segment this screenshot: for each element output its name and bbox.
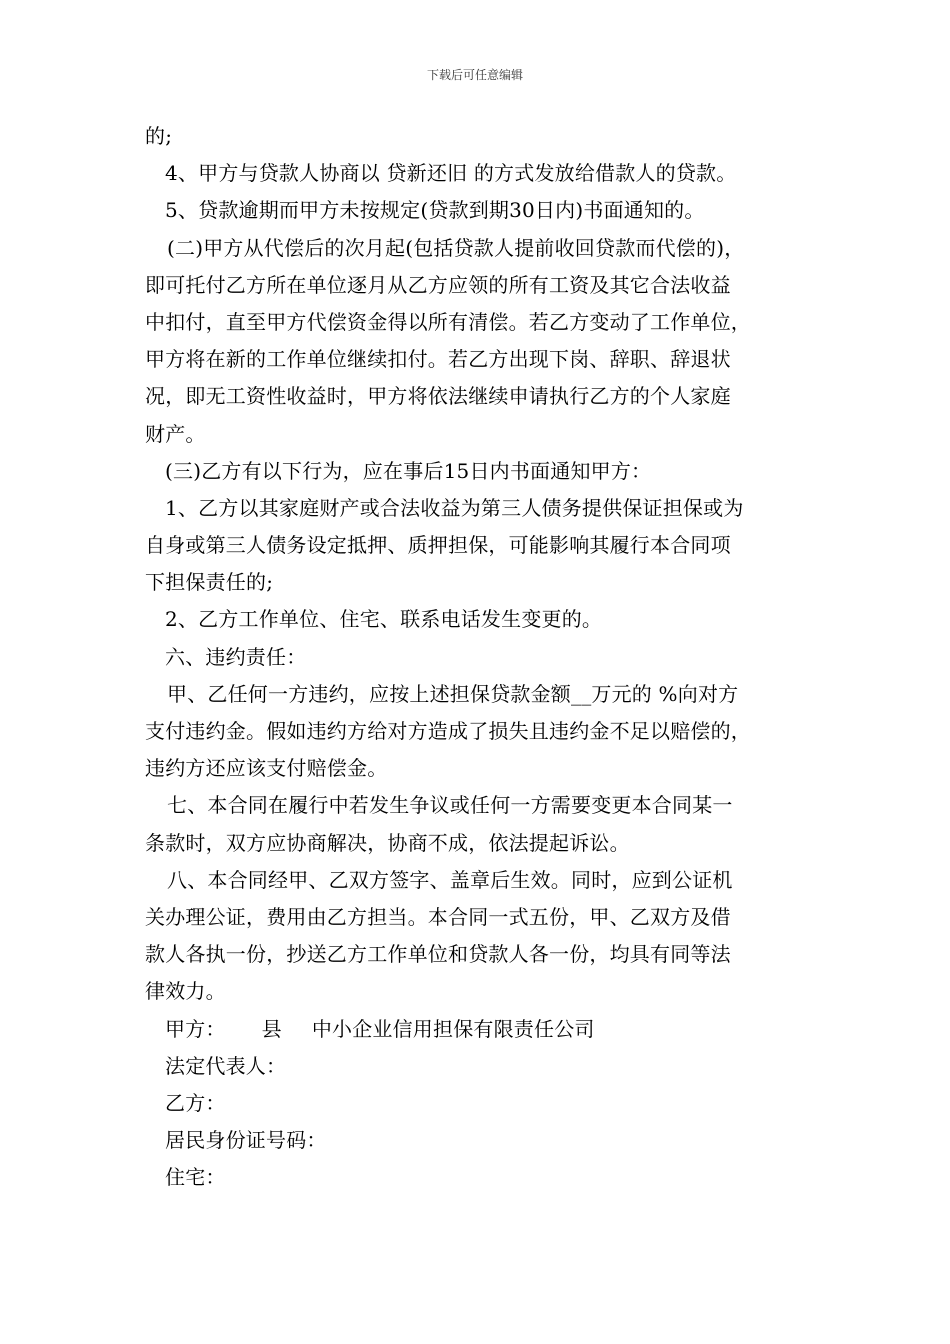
section-heading: 六、违约责任： <box>165 644 307 669</box>
signature-id-number: 居民身份证号码： <box>165 1128 327 1153</box>
paragraph-line: 支付违约金。假如违约方给对方造成了损失且违约金不足以赔偿的， <box>145 719 751 743</box>
signature-legal-rep: 法定代表人： <box>165 1053 287 1078</box>
party-a-label: 甲方： <box>165 1016 226 1041</box>
paragraph-line: (二)甲方从代偿后的次月起(包括贷款人提前收回贷款而代偿的)， <box>167 235 745 260</box>
paragraph-line: 甲、乙任何一方违约，应按上述担保贷款金额__万元的 %向对方 <box>167 681 739 706</box>
signature-residence: 住宅： <box>165 1165 226 1190</box>
paragraph-line: 自身或第三人债务设定抵押、质押担保，可能影响其履行本合同项 <box>145 533 731 558</box>
signature-party-b: 乙方： <box>165 1090 226 1115</box>
page-header: 下载后可任意编辑 <box>426 68 523 82</box>
contract-body <box>145 118 825 1196</box>
paragraph-line: 5、贷款逾期而甲方未按规定(贷款到期30日内)书面通知的。 <box>165 198 705 223</box>
paragraph-line: 八、本合同经甲、乙双方签字、盖章后生效。同时，应到公证机 <box>167 867 733 892</box>
paragraph-line: 关办理公证，费用由乙方担当。本合同一式五份，甲、乙双方及借 <box>145 904 731 929</box>
signature-party-a <box>145 1011 825 1048</box>
paragraph-line: 款人各执一份，抄送乙方工作单位和贷款人各一份，均具有同等法 <box>145 942 731 967</box>
paragraph-line: 况，即无工资性收益时，甲方将依法继续申请执行乙方的个人家庭 <box>145 384 731 409</box>
paragraph-line: 即可托付乙方所在单位逐月从乙方应领的所有工资及其它合法收益 <box>145 272 731 297</box>
paragraph-line: 2、乙方工作单位、住宅、联系电话发生变更的。 <box>165 607 603 632</box>
paragraph-line: 律效力。 <box>145 979 226 1004</box>
paragraph-line: 中扣付，直至甲方代偿资金得以所有清偿。若乙方变动了工作单位， <box>145 309 751 334</box>
party-a-county: 县 <box>261 1016 282 1041</box>
paragraph-line: 1、乙方以其家庭财产或合法收益为第三人债务提供保证担保或为 <box>165 495 744 520</box>
party-a-company: 中小企业信用担保有限责任公司 <box>311 1016 595 1041</box>
paragraph-line: (三)乙方有以下行为，应在事后15日内书面通知甲方： <box>165 458 652 483</box>
paragraph-line: 违约方还应该支付赔偿金。 <box>145 756 388 781</box>
paragraph-line: 条款时，双方应协商解决，协商不成，依法提起诉讼。 <box>145 830 630 855</box>
paragraph-line: 的; <box>145 124 173 148</box>
paragraph-line: 甲方将在新的工作单位继续扣付。若乙方出现下岗、辞职、辞退状 <box>145 347 731 372</box>
paragraph-line: 4、甲方与贷款人协商以 贷新还旧 的方式发放给借款人的贷款。 <box>165 161 737 186</box>
paragraph-line: 财产。 <box>145 421 206 446</box>
paragraph-line: 下担保责任的; <box>145 570 274 595</box>
paragraph-line: 七、本合同在履行中若发生争议或任何一方需要变更本合同某一 <box>167 793 733 818</box>
